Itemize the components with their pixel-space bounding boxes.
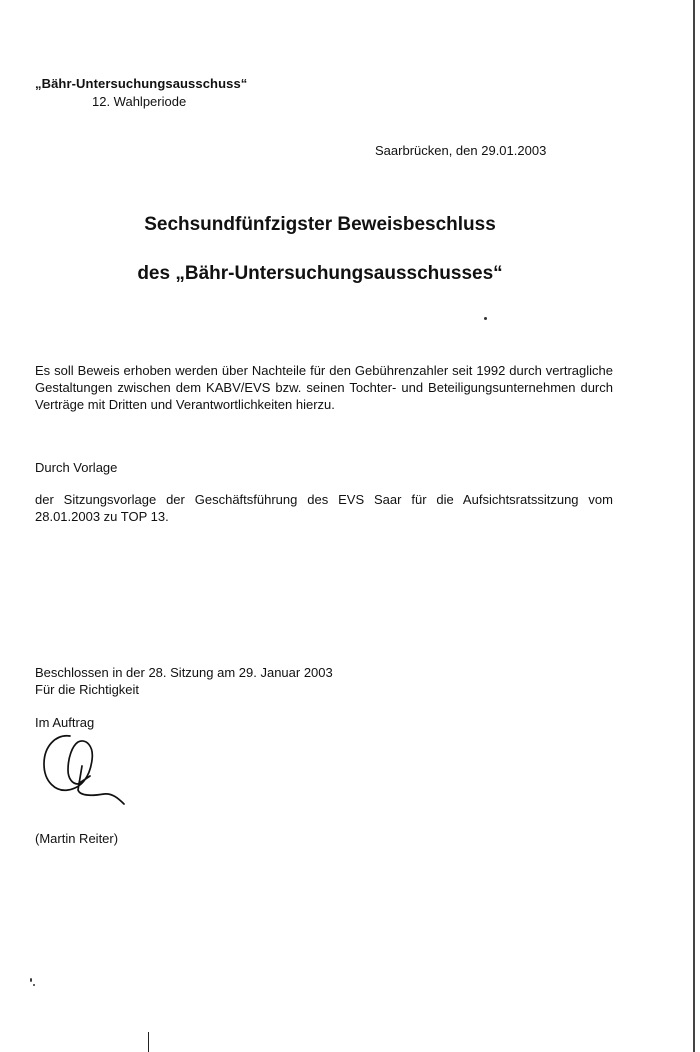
handwritten-signature (38, 724, 138, 814)
submission-heading: Durch Vorlage (35, 460, 118, 475)
committee-name: „Bähr-Untersuchungsausschuss“ (35, 76, 248, 91)
document-title-line-2: des „Bähr-Untersuchungsausschusses“ (137, 263, 503, 284)
legislative-period: 12. Wahlperiode (92, 94, 187, 109)
signer-name: (Martin Reiter) (35, 831, 119, 846)
document-title-line-1: Sechsundfünfzigster Beweisbeschluss (144, 214, 496, 235)
scan-speck (30, 978, 32, 982)
resolution-statement: Beschlossen in der 28. Sitzung am 29. Januar 2003 (35, 665, 333, 680)
on-behalf-line: Im Auftrag (35, 715, 95, 730)
scan-edge-line (148, 1032, 149, 1052)
scan-speck (33, 984, 35, 986)
scan-edge-line (693, 0, 695, 1052)
certification-line: Für die Richtigkeit (35, 682, 140, 697)
scan-speck (484, 317, 487, 320)
submission-text: der Sitzungsvorlage der Geschäftsführung des EVS Saar für die Aufsichtsratssitzung vom 28.01.2003 zu TOP 13. (35, 492, 613, 524)
place-and-date: Saarbrücken, den 29.01.2003 (375, 143, 547, 158)
evidence-paragraph: Es soll Beweis erhoben werden über Nachteile für den Gebührenzahler seit 1992 durch vertragliche Gestaltungen zwischen dem KABV/EVS bzw. seinen Tochter- und Beteiligungsunternehmen durch Verträge mit Dritten und Verantwortlichkeiten hierzu. (35, 363, 613, 412)
